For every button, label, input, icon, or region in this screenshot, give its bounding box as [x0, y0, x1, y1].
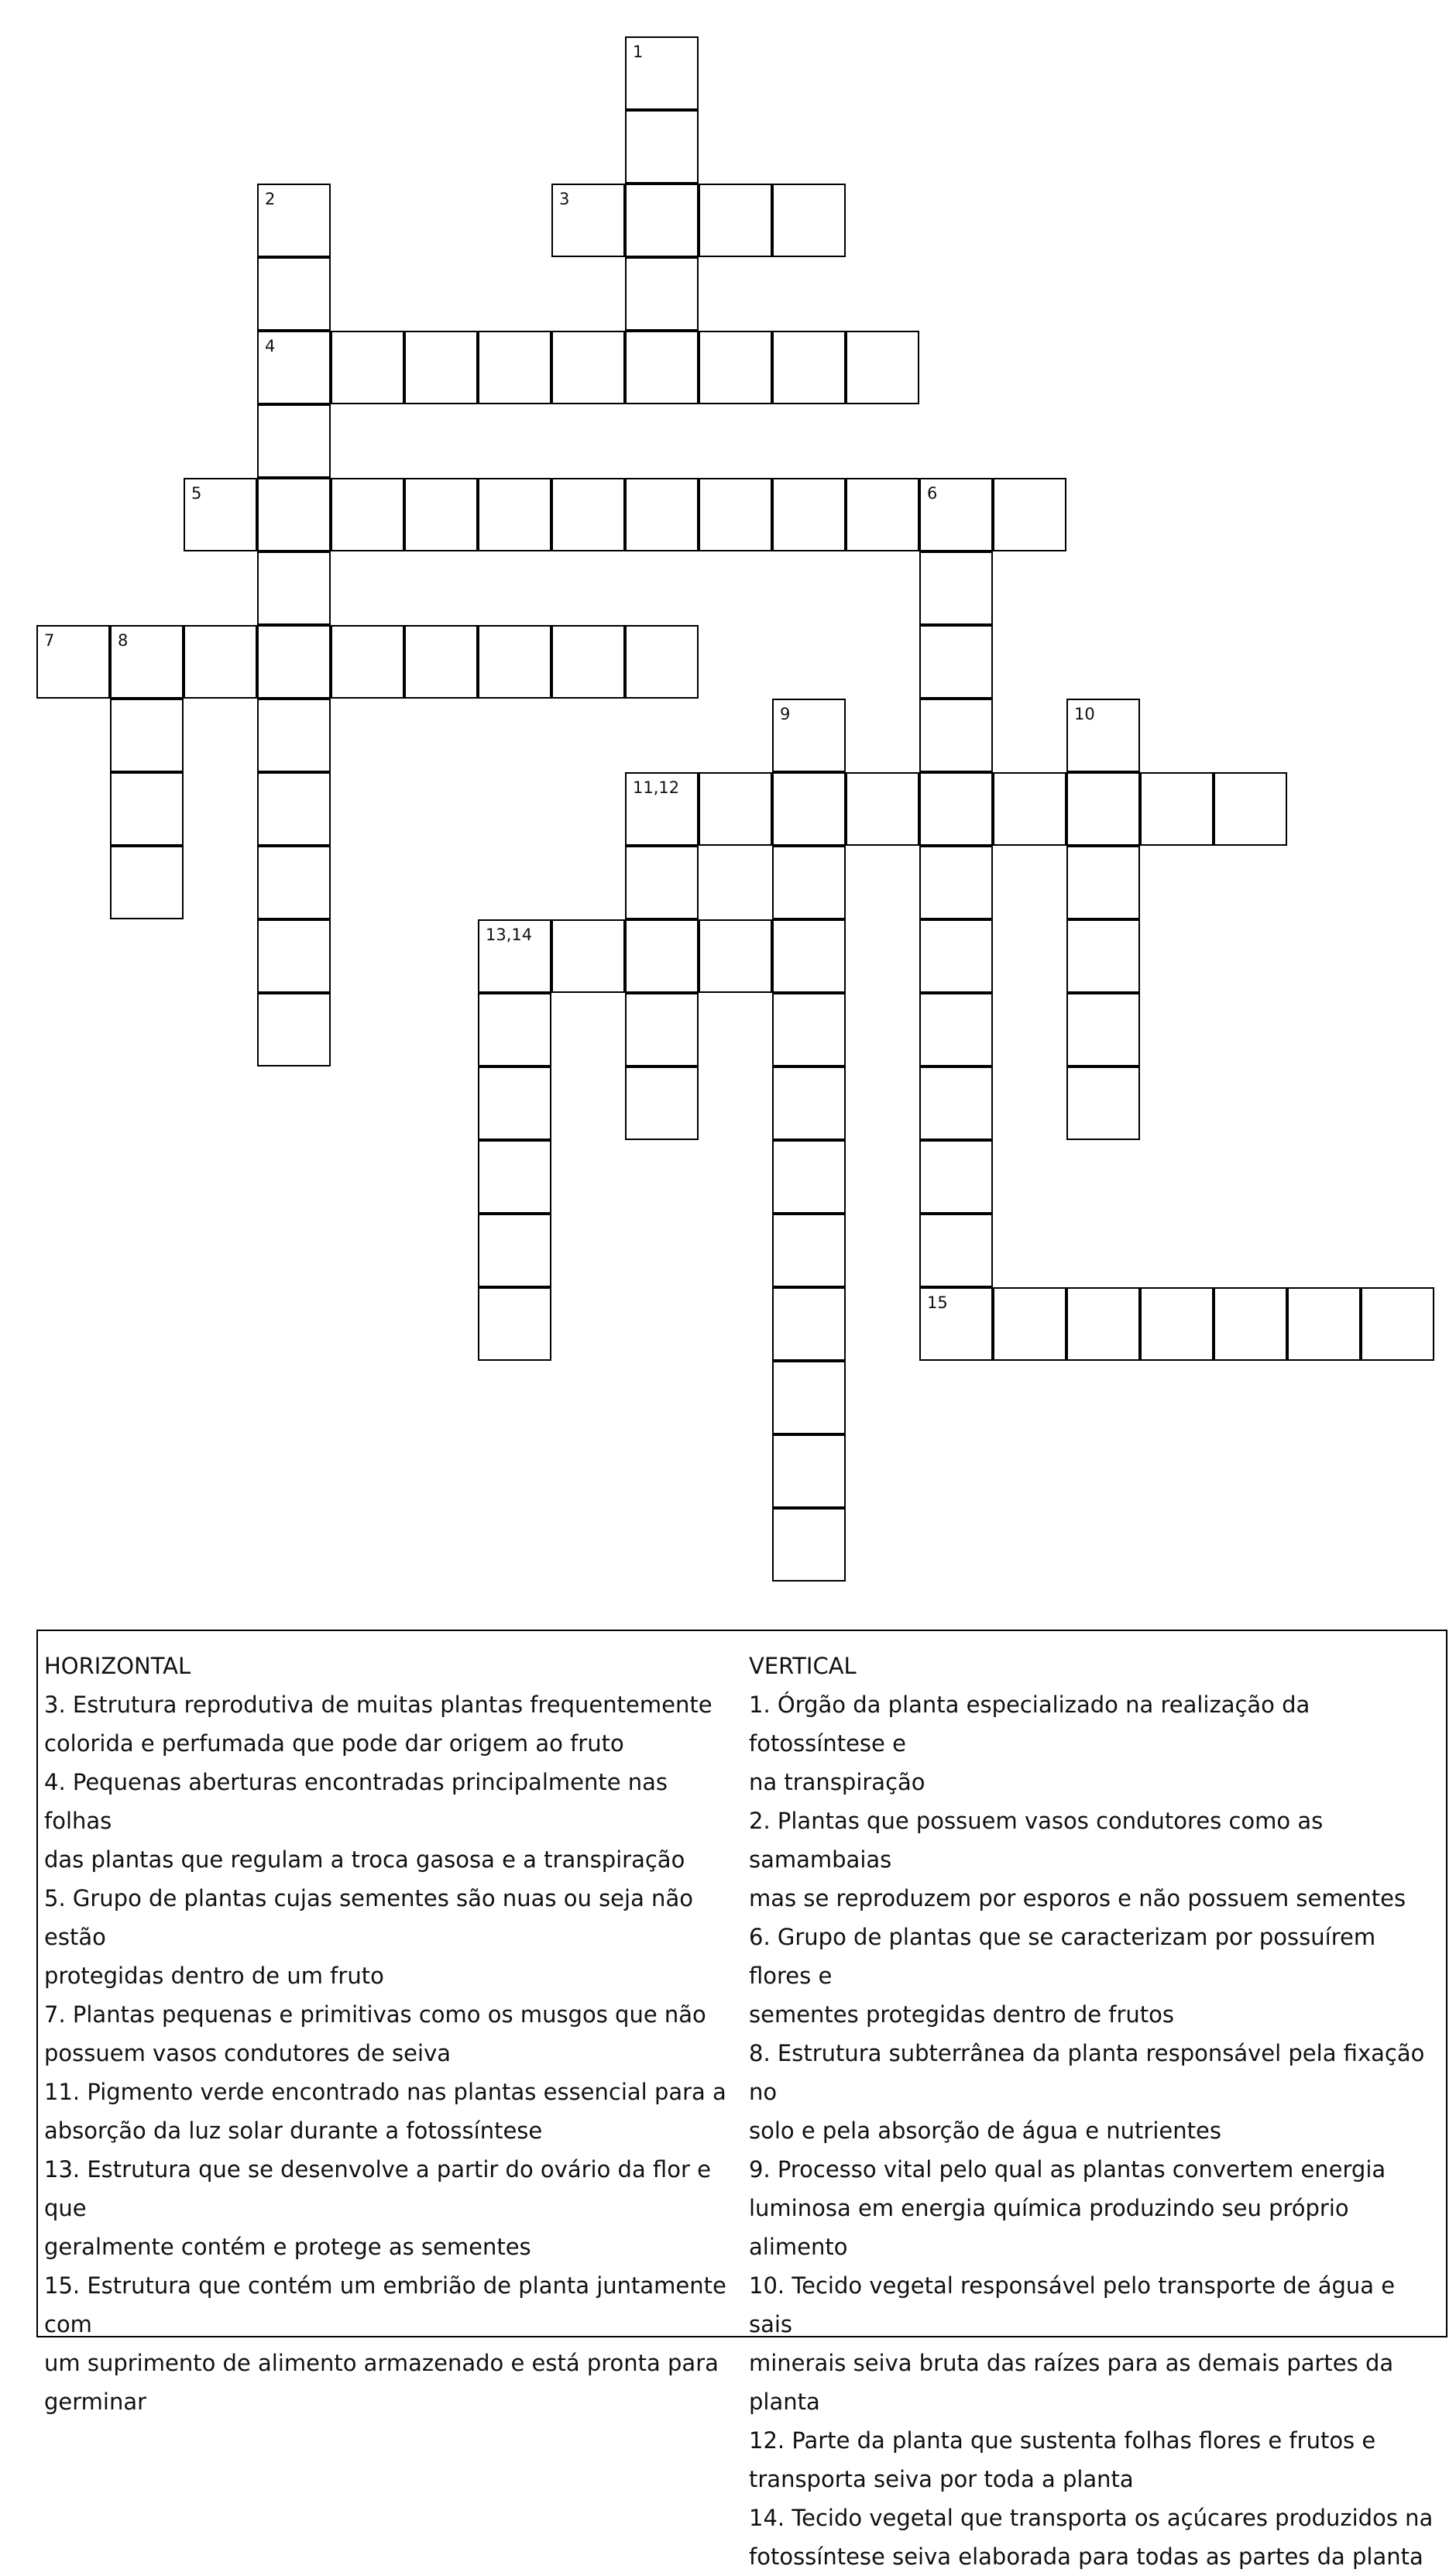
crossword-cell[interactable] [772, 846, 846, 919]
crossword-cell[interactable] [110, 846, 184, 919]
crossword-cell[interactable] [331, 331, 404, 404]
crossword-cell[interactable] [772, 919, 846, 993]
crossword-cell[interactable] [1287, 1287, 1361, 1361]
clue-number: 3 [559, 190, 570, 208]
crossword-cell[interactable] [919, 551, 993, 625]
crossword-cell[interactable] [257, 184, 331, 257]
clue-line: 1. Órgão da planta especializado na realização da fotossíntese e [749, 1692, 1310, 1757]
crossword-cell[interactable] [625, 993, 699, 1066]
crossword-cell[interactable] [919, 625, 993, 699]
crossword-cell[interactable] [919, 919, 993, 993]
clue-number: 8 [118, 631, 129, 650]
crossword-cell[interactable] [1140, 772, 1214, 846]
crossword-cell[interactable] [699, 184, 772, 257]
crossword-cell[interactable] [625, 1066, 699, 1140]
crossword-cell[interactable] [1066, 993, 1140, 1066]
crossword-cell[interactable] [1066, 772, 1140, 846]
crossword-cell[interactable] [919, 1066, 993, 1140]
crossword-cell[interactable] [625, 257, 699, 331]
crossword-cell[interactable] [257, 846, 331, 919]
crossword-cell[interactable] [772, 1066, 846, 1140]
crossword-cell[interactable] [625, 184, 699, 257]
crossword-cell[interactable] [846, 478, 919, 551]
crossword-cell[interactable] [257, 478, 331, 551]
crossword-cell[interactable] [478, 478, 551, 551]
clue-line: possuem vasos condutores de seiva [44, 2040, 452, 2066]
clue-line: fotossíntese seiva elaborada para todas as partes da planta [749, 2543, 1423, 2570]
crossword-cell[interactable] [625, 772, 699, 846]
crossword-cell[interactable] [478, 1214, 551, 1287]
crossword-cell[interactable] [772, 331, 846, 404]
clue-number: 11,12 [633, 778, 680, 797]
crossword-cell[interactable] [331, 625, 404, 699]
crossword-cell[interactable] [257, 404, 331, 478]
crossword-cell[interactable] [551, 184, 625, 257]
clue-line: 15. Estrutura que contém um embrião de planta juntamente com [44, 2272, 726, 2337]
clue-number: 2 [265, 190, 276, 208]
crossword-cell[interactable] [404, 625, 478, 699]
crossword-cell[interactable] [184, 478, 257, 551]
clue-line: na transpiração [749, 1769, 925, 1795]
crossword-cell[interactable] [772, 772, 846, 846]
clue-line: transporta seiva por toda a planta [749, 2466, 1134, 2492]
crossword-cell[interactable] [1066, 1287, 1140, 1361]
crossword-cell[interactable] [551, 331, 625, 404]
clue-number: 10 [1074, 705, 1095, 723]
clue-line: minerais seiva bruta das raízes para as demais partes da planta [749, 2350, 1394, 2415]
crossword-cell[interactable] [1066, 846, 1140, 919]
crossword-cell[interactable] [404, 478, 478, 551]
crossword-cell[interactable] [257, 699, 331, 772]
crossword-cell[interactable] [846, 331, 919, 404]
crossword-cell[interactable] [110, 699, 184, 772]
crossword-cell[interactable] [478, 1066, 551, 1140]
crossword-cell[interactable] [699, 331, 772, 404]
crossword-cell[interactable] [772, 699, 846, 772]
clue-line: solo e pela absorção de água e nutrientes [749, 2117, 1221, 2144]
crossword-cell[interactable] [478, 331, 551, 404]
crossword-cell[interactable] [772, 993, 846, 1066]
clue-line: mas se reproduzem por esporos e não possuem sementes [749, 1885, 1406, 1911]
clue-number: 4 [265, 337, 276, 355]
clue-line: 8. Estrutura subterrânea da planta responsável pela fixação no [749, 2040, 1425, 2105]
crossword-cell[interactable] [1066, 919, 1140, 993]
crossword-cell[interactable] [919, 846, 993, 919]
clue-box [36, 1630, 1447, 2570]
clue-number: 7 [44, 631, 55, 650]
crossword-cell[interactable] [919, 1214, 993, 1287]
crossword-cell[interactable] [551, 478, 625, 551]
clue-line: protegidas dentro de um fruto [44, 1963, 384, 1989]
crossword-cell[interactable] [1066, 699, 1140, 772]
crossword-cell[interactable] [478, 993, 551, 1066]
crossword-cell[interactable] [331, 478, 404, 551]
crossword-cell[interactable] [772, 1434, 846, 1508]
clue-line: 6. Grupo de plantas que se caracterizam por possuírem flores e [749, 1924, 1376, 1989]
clue-number: 5 [191, 484, 202, 503]
clue-number: 6 [927, 484, 938, 503]
crossword-cell[interactable] [625, 110, 699, 184]
crossword-cell[interactable] [110, 625, 184, 699]
crossword-cell[interactable] [257, 772, 331, 846]
crossword-cell[interactable] [919, 1140, 993, 1214]
clue-number: 13,14 [486, 926, 533, 944]
clue-line: 5. Grupo de plantas cujas sementes são nuas ou seja não estão [44, 1885, 693, 1950]
clue-line: das plantas que regulam a troca gasosa e a transpiração [44, 1846, 685, 1873]
crossword-cell[interactable] [919, 699, 993, 772]
crossword-cell[interactable] [257, 993, 331, 1066]
crossword-cell[interactable] [699, 478, 772, 551]
crossword-cell[interactable] [772, 1214, 846, 1287]
crossword-cell[interactable] [919, 993, 993, 1066]
clue-number: 9 [780, 705, 791, 723]
clue-line: absorção da luz solar durante a fotossíntese [44, 2117, 543, 2144]
clue-line: 3. Estrutura reprodutiva de muitas plantas frequentemente [44, 1692, 713, 1718]
crossword-cell[interactable] [110, 772, 184, 846]
crossword-cell[interactable] [993, 772, 1066, 846]
clue-line: luminosa em energia química produzindo seu próprio alimento [749, 2195, 1349, 2260]
down-heading: VERTICAL [749, 1653, 857, 1679]
clue-line: 2. Plantas que possuem vasos condutores como as samambaias [749, 1808, 1324, 1873]
clue-line: colorida e perfumada que pode dar origem ao fruto [44, 1730, 624, 1757]
crossword-cell[interactable] [257, 551, 331, 625]
crossword-cell[interactable] [772, 184, 846, 257]
clue-line: 7. Plantas pequenas e primitivas como os musgos que não [44, 2001, 706, 2028]
across-clues [44, 1647, 741, 2421]
crossword-cell[interactable] [551, 919, 625, 993]
crossword-cell[interactable] [551, 625, 625, 699]
crossword-cell[interactable] [625, 625, 699, 699]
clue-line: 13. Estrutura que se desenvolve a partir do ovário da flor e que [44, 2156, 711, 2221]
crossword-cell[interactable] [478, 1140, 551, 1214]
crossword-cell[interactable] [772, 478, 846, 551]
crossword-cell[interactable] [919, 772, 993, 846]
crossword-cell[interactable] [257, 331, 331, 404]
crossword-cell[interactable] [36, 625, 110, 699]
clue-line: 12. Parte da planta que sustenta folhas flores e frutos e [749, 2427, 1376, 2454]
crossword-cell[interactable] [625, 478, 699, 551]
crossword-cell[interactable] [257, 625, 331, 699]
crossword-cell[interactable] [625, 919, 699, 993]
crossword-cell[interactable] [478, 1287, 551, 1361]
crossword-cell[interactable] [257, 919, 331, 993]
crossword-cell[interactable] [625, 36, 699, 110]
crossword-cell[interactable] [919, 478, 993, 551]
crossword-cell[interactable] [993, 1287, 1066, 1361]
crossword-cell[interactable] [919, 1287, 993, 1361]
clue-line: um suprimento de alimento armazenado e está pronta para [44, 2350, 719, 2376]
crossword-cell[interactable] [184, 625, 257, 699]
crossword-cell[interactable] [1066, 1066, 1140, 1140]
clue-number: 15 [927, 1293, 948, 1312]
crossword-cell[interactable] [699, 919, 772, 993]
crossword-cell[interactable] [772, 1508, 846, 1582]
across-heading: HORIZONTAL [44, 1653, 191, 1679]
clue-line: 11. Pigmento verde encontrado nas plantas essencial para a [44, 2079, 726, 2105]
crossword-cell[interactable] [625, 331, 699, 404]
crossword-cell[interactable] [1214, 772, 1287, 846]
crossword-cell[interactable] [257, 257, 331, 331]
crossword-cell[interactable] [846, 772, 919, 846]
clue-line: geralmente contém e protege as sementes [44, 2234, 531, 2260]
crossword-cell[interactable] [1140, 1287, 1214, 1361]
crossword-cell[interactable] [993, 478, 1066, 551]
crossword-cell[interactable] [1214, 1287, 1287, 1361]
clue-line: 9. Processo vital pelo qual as plantas convertem energia [749, 2156, 1386, 2183]
crossword-cell[interactable] [699, 772, 772, 846]
crossword-cell[interactable] [772, 1140, 846, 1214]
clue-line: 4. Pequenas aberturas encontradas principalmente nas folhas [44, 1769, 668, 1834]
clue-line: germinar [44, 2389, 147, 2415]
crossword-cell[interactable] [404, 331, 478, 404]
clue-line: 14. Tecido vegetal que transporta os açúcares produzidos na [749, 2505, 1434, 2531]
down-clues [749, 1647, 1438, 2576]
crossword-cell[interactable] [625, 846, 699, 919]
crossword-cell[interactable] [1361, 1287, 1434, 1361]
clue-number: 1 [633, 43, 644, 61]
clue-line: sementes protegidas dentro de frutos [749, 2001, 1175, 2028]
crossword-cell[interactable] [478, 625, 551, 699]
crossword-cell[interactable] [772, 1361, 846, 1434]
crossword-cell[interactable] [772, 1287, 846, 1361]
crossword-cell[interactable] [478, 919, 551, 993]
clue-line: 10. Tecido vegetal responsável pelo transporte de água e sais [749, 2272, 1396, 2337]
